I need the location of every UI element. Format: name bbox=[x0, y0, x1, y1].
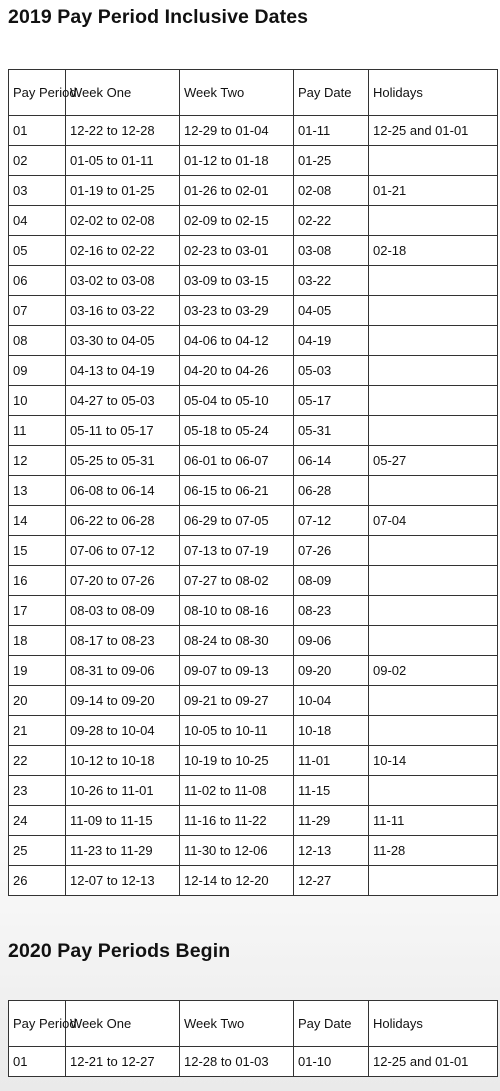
cell-week-one: 03-16 to 03-22 bbox=[66, 296, 180, 326]
cell-pay-date: 07-12 bbox=[294, 506, 369, 536]
cell-pay-period: 21 bbox=[9, 716, 66, 746]
cell-week-one: 05-25 to 05-31 bbox=[66, 446, 180, 476]
cell-pay-date: 05-17 bbox=[294, 386, 369, 416]
table-row bbox=[9, 236, 498, 266]
cell-week-one: 10-26 to 11-01 bbox=[66, 776, 180, 806]
cell-week-two: 09-07 to 09-13 bbox=[180, 656, 294, 686]
cell-holidays: 05-27 bbox=[369, 446, 498, 476]
cell-week-one: 09-14 to 09-20 bbox=[66, 686, 180, 716]
cell-week-one: 08-17 to 08-23 bbox=[66, 626, 180, 656]
table-row bbox=[9, 836, 498, 866]
header-week-one: Week One bbox=[66, 1001, 180, 1047]
table-row bbox=[9, 176, 498, 206]
table-row bbox=[9, 776, 498, 806]
cell-holidays bbox=[369, 416, 498, 446]
cell-pay-period: 20 bbox=[9, 686, 66, 716]
cell-pay-period: 01 bbox=[9, 116, 66, 146]
cell-holidays bbox=[369, 716, 498, 746]
table-row bbox=[9, 386, 498, 416]
cell-week-two: 05-04 to 05-10 bbox=[180, 386, 294, 416]
cell-week-one: 12-22 to 12-28 bbox=[66, 116, 180, 146]
cell-pay-date: 06-14 bbox=[294, 446, 369, 476]
header-pay-period: Pay Period bbox=[9, 70, 66, 116]
table-row bbox=[9, 656, 498, 686]
cell-pay-date: 09-06 bbox=[294, 626, 369, 656]
cell-week-two: 03-23 to 03-29 bbox=[180, 296, 294, 326]
cell-holidays: 01-21 bbox=[369, 176, 498, 206]
cell-pay-date: 11-29 bbox=[294, 806, 369, 836]
cell-pay-date: 01-25 bbox=[294, 146, 369, 176]
cell-week-one: 12-21 to 12-27 bbox=[66, 1047, 180, 1077]
header-week-one: Week One bbox=[66, 70, 180, 116]
header-pay-date: Pay Date bbox=[294, 1001, 369, 1047]
cell-pay-period: 13 bbox=[9, 476, 66, 506]
cell-holidays: 12-25 and 01-01 bbox=[369, 1047, 498, 1077]
cell-pay-period: 15 bbox=[9, 536, 66, 566]
cell-week-two: 08-24 to 08-30 bbox=[180, 626, 294, 656]
cell-pay-date: 10-18 bbox=[294, 716, 369, 746]
cell-pay-period: 19 bbox=[9, 656, 66, 686]
cell-pay-period: 18 bbox=[9, 626, 66, 656]
cell-holidays bbox=[369, 266, 498, 296]
cell-pay-period: 22 bbox=[9, 746, 66, 776]
cell-week-two: 10-05 to 10-11 bbox=[180, 716, 294, 746]
cell-pay-date: 11-15 bbox=[294, 776, 369, 806]
header-row bbox=[9, 70, 498, 116]
cell-pay-period: 03 bbox=[9, 176, 66, 206]
cell-pay-period: 14 bbox=[9, 506, 66, 536]
table-row bbox=[9, 446, 498, 476]
cell-week-two: 11-16 to 11-22 bbox=[180, 806, 294, 836]
cell-pay-date: 12-13 bbox=[294, 836, 369, 866]
cell-holidays bbox=[369, 536, 498, 566]
cell-holidays: 11-28 bbox=[369, 836, 498, 866]
table-row bbox=[9, 806, 498, 836]
title-2020: 2020 Pay Periods Begin bbox=[8, 940, 231, 962]
cell-week-two: 06-29 to 07-05 bbox=[180, 506, 294, 536]
cell-pay-period: 16 bbox=[9, 566, 66, 596]
header-week-two: Week Two bbox=[180, 70, 294, 116]
cell-pay-date: 05-31 bbox=[294, 416, 369, 446]
cell-holidays bbox=[369, 686, 498, 716]
cell-week-two: 09-21 to 09-27 bbox=[180, 686, 294, 716]
header-pay-period: Pay Period bbox=[9, 1001, 66, 1047]
table-row bbox=[9, 626, 498, 656]
table-row bbox=[9, 326, 498, 356]
cell-week-one: 08-03 to 08-09 bbox=[66, 596, 180, 626]
cell-holidays bbox=[369, 146, 498, 176]
cell-week-one: 12-07 to 12-13 bbox=[66, 866, 180, 896]
cell-holidays: 09-02 bbox=[369, 656, 498, 686]
cell-week-one: 06-08 to 06-14 bbox=[66, 476, 180, 506]
cell-pay-date: 06-28 bbox=[294, 476, 369, 506]
cell-week-two: 08-10 to 08-16 bbox=[180, 596, 294, 626]
cell-week-two: 06-15 to 06-21 bbox=[180, 476, 294, 506]
cell-holidays bbox=[369, 596, 498, 626]
cell-week-two: 11-02 to 11-08 bbox=[180, 776, 294, 806]
table-row bbox=[9, 536, 498, 566]
cell-pay-date: 03-08 bbox=[294, 236, 369, 266]
table-row bbox=[9, 296, 498, 326]
cell-holidays bbox=[369, 356, 498, 386]
cell-pay-date: 09-20 bbox=[294, 656, 369, 686]
cell-week-two: 02-09 to 02-15 bbox=[180, 206, 294, 236]
header-week-two: Week Two bbox=[180, 1001, 294, 1047]
cell-week-one: 04-27 to 05-03 bbox=[66, 386, 180, 416]
cell-holidays: 12-25 and 01-01 bbox=[369, 116, 498, 146]
cell-week-one: 06-22 to 06-28 bbox=[66, 506, 180, 536]
cell-holidays bbox=[369, 296, 498, 326]
cell-pay-period: 17 bbox=[9, 596, 66, 626]
table-row bbox=[9, 116, 498, 146]
table-row bbox=[9, 716, 498, 746]
pay-period-table-2020 bbox=[8, 1000, 498, 1077]
cell-week-one: 01-19 to 01-25 bbox=[66, 176, 180, 206]
table-row bbox=[9, 356, 498, 386]
table-body bbox=[9, 116, 498, 896]
cell-holidays bbox=[369, 566, 498, 596]
cell-pay-date: 02-08 bbox=[294, 176, 369, 206]
cell-pay-date: 11-01 bbox=[294, 746, 369, 776]
cell-week-one: 02-02 to 02-08 bbox=[66, 206, 180, 236]
cell-week-one: 03-30 to 04-05 bbox=[66, 326, 180, 356]
cell-week-two: 06-01 to 06-07 bbox=[180, 446, 294, 476]
cell-holidays bbox=[369, 626, 498, 656]
cell-pay-period: 05 bbox=[9, 236, 66, 266]
cell-pay-period: 23 bbox=[9, 776, 66, 806]
cell-pay-date: 10-04 bbox=[294, 686, 369, 716]
cell-week-two: 02-23 to 03-01 bbox=[180, 236, 294, 266]
cell-holidays: 11-11 bbox=[369, 806, 498, 836]
cell-pay-date: 08-09 bbox=[294, 566, 369, 596]
table-row bbox=[9, 596, 498, 626]
cell-week-one: 04-13 to 04-19 bbox=[66, 356, 180, 386]
cell-holidays: 10-14 bbox=[369, 746, 498, 776]
cell-pay-period: 02 bbox=[9, 146, 66, 176]
cell-pay-period: 11 bbox=[9, 416, 66, 446]
cell-week-two: 12-29 to 01-04 bbox=[180, 116, 294, 146]
header-pay-date: Pay Date bbox=[294, 70, 369, 116]
cell-week-two: 05-18 to 05-24 bbox=[180, 416, 294, 446]
cell-week-one: 11-23 to 11-29 bbox=[66, 836, 180, 866]
cell-week-one: 07-20 to 07-26 bbox=[66, 566, 180, 596]
cell-week-one: 03-02 to 03-08 bbox=[66, 266, 180, 296]
cell-holidays bbox=[369, 206, 498, 236]
cell-pay-date: 07-26 bbox=[294, 536, 369, 566]
cell-holidays bbox=[369, 326, 498, 356]
cell-pay-period: 25 bbox=[9, 836, 66, 866]
cell-week-two: 12-28 to 01-03 bbox=[180, 1047, 294, 1077]
cell-pay-date: 04-19 bbox=[294, 326, 369, 356]
table-row bbox=[9, 566, 498, 596]
cell-week-two: 01-26 to 02-01 bbox=[180, 176, 294, 206]
table-header bbox=[9, 70, 498, 116]
cell-week-two: 04-06 to 04-12 bbox=[180, 326, 294, 356]
cell-week-one: 10-12 to 10-18 bbox=[66, 746, 180, 776]
table-header bbox=[9, 1001, 498, 1047]
header-holidays: Holidays bbox=[369, 1001, 498, 1047]
cell-pay-period: 26 bbox=[9, 866, 66, 896]
cell-pay-date: 08-23 bbox=[294, 596, 369, 626]
cell-pay-date: 02-22 bbox=[294, 206, 369, 236]
table-row bbox=[9, 686, 498, 716]
cell-pay-date: 01-10 bbox=[294, 1047, 369, 1077]
table-body bbox=[9, 1047, 498, 1077]
cell-week-two: 03-09 to 03-15 bbox=[180, 266, 294, 296]
cell-pay-period: 07 bbox=[9, 296, 66, 326]
header-holidays: Holidays bbox=[369, 70, 498, 116]
table-row bbox=[9, 476, 498, 506]
cell-week-two: 12-14 to 12-20 bbox=[180, 866, 294, 896]
cell-holidays bbox=[369, 386, 498, 416]
cell-holidays: 02-18 bbox=[369, 236, 498, 266]
cell-week-one: 01-05 to 01-11 bbox=[66, 146, 180, 176]
cell-pay-period: 04 bbox=[9, 206, 66, 236]
cell-week-one: 05-11 to 05-17 bbox=[66, 416, 180, 446]
cell-week-one: 08-31 to 09-06 bbox=[66, 656, 180, 686]
pay-period-table-2019 bbox=[8, 69, 498, 896]
cell-week-one: 07-06 to 07-12 bbox=[66, 536, 180, 566]
cell-week-two: 07-27 to 08-02 bbox=[180, 566, 294, 596]
header-row bbox=[9, 1001, 498, 1047]
cell-pay-date: 04-05 bbox=[294, 296, 369, 326]
cell-holidays bbox=[369, 476, 498, 506]
table-row bbox=[9, 866, 498, 896]
cell-pay-period: 01 bbox=[9, 1047, 66, 1077]
table-row bbox=[9, 416, 498, 446]
cell-holidays bbox=[369, 776, 498, 806]
cell-holidays: 07-04 bbox=[369, 506, 498, 536]
table-row bbox=[9, 146, 498, 176]
cell-pay-date: 01-11 bbox=[294, 116, 369, 146]
cell-pay-period: 24 bbox=[9, 806, 66, 836]
cell-week-two: 04-20 to 04-26 bbox=[180, 356, 294, 386]
table-row bbox=[9, 506, 498, 536]
title-2019: 2019 Pay Period Inclusive Dates bbox=[8, 6, 309, 28]
cell-week-two: 07-13 to 07-19 bbox=[180, 536, 294, 566]
table-row bbox=[9, 206, 498, 236]
table-row bbox=[9, 266, 498, 296]
cell-pay-period: 10 bbox=[9, 386, 66, 416]
cell-pay-date: 05-03 bbox=[294, 356, 369, 386]
cell-week-two: 11-30 to 12-06 bbox=[180, 836, 294, 866]
cell-pay-date: 12-27 bbox=[294, 866, 369, 896]
table-row bbox=[9, 1047, 498, 1077]
cell-week-two: 10-19 to 10-25 bbox=[180, 746, 294, 776]
cell-pay-period: 06 bbox=[9, 266, 66, 296]
cell-week-two: 01-12 to 01-18 bbox=[180, 146, 294, 176]
cell-week-one: 02-16 to 02-22 bbox=[66, 236, 180, 266]
cell-pay-period: 12 bbox=[9, 446, 66, 476]
cell-week-one: 11-09 to 11-15 bbox=[66, 806, 180, 836]
cell-pay-period: 08 bbox=[9, 326, 66, 356]
table-row bbox=[9, 746, 498, 776]
cell-pay-period: 09 bbox=[9, 356, 66, 386]
cell-week-one: 09-28 to 10-04 bbox=[66, 716, 180, 746]
cell-holidays bbox=[369, 866, 498, 896]
cell-pay-date: 03-22 bbox=[294, 266, 369, 296]
